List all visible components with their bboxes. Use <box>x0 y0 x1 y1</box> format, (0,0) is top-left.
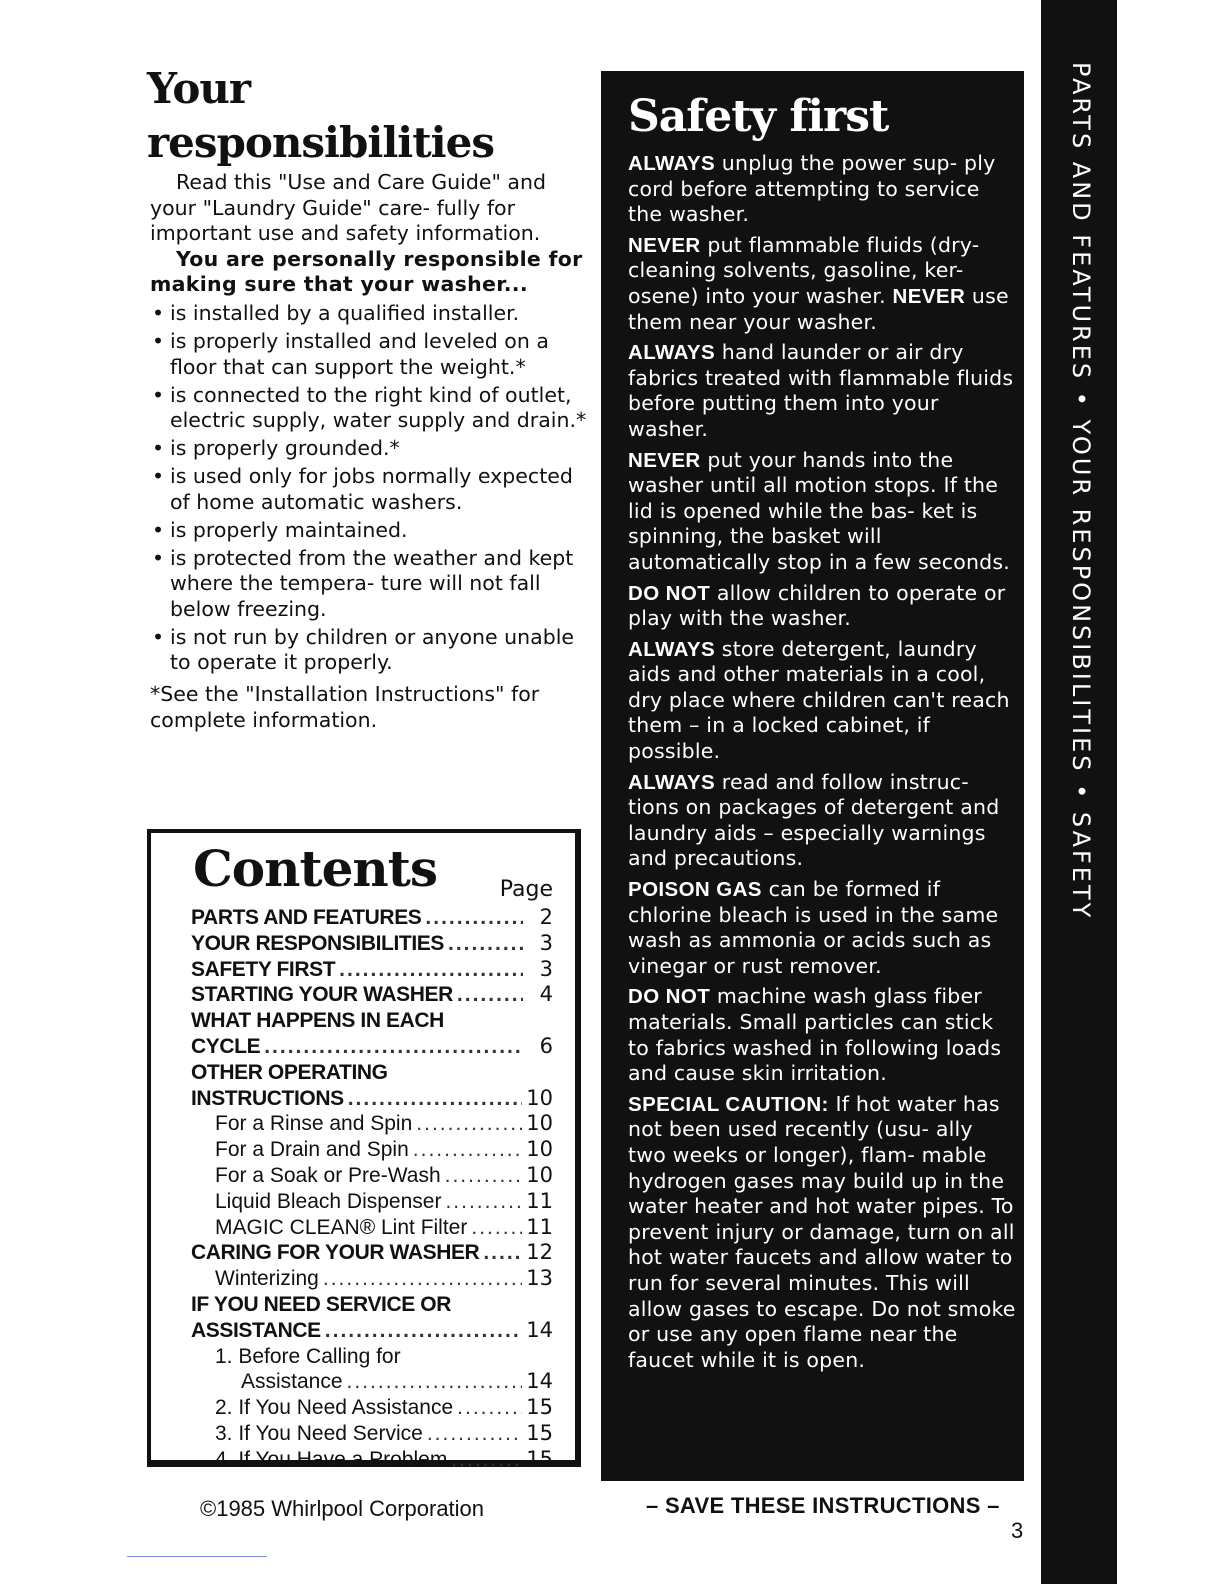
toc-row <box>191 931 553 957</box>
toc-row <box>191 1034 553 1060</box>
toc-row <box>191 1318 553 1344</box>
toc-label: CARING FOR YOUR WASHER <box>191 1241 480 1265</box>
toc-leader-dots <box>448 931 523 957</box>
toc-label: Liquid Bleach Dispenser <box>215 1189 442 1213</box>
safety-keyword: NEVER <box>628 448 701 472</box>
list-item: • is connected to the right kind of outlet, electric supply, water supply and drain.* <box>150 383 590 434</box>
toc-label: SAFETY FIRST <box>191 957 336 981</box>
safety-keyword: ALWAYS <box>628 770 716 794</box>
toc-page-number: 3 <box>539 956 553 981</box>
responsibilities-footnote: *See the "Installation Instructions" for complete information. <box>150 682 540 732</box>
safety-item <box>628 233 1016 335</box>
toc-leader-dots <box>339 957 523 983</box>
copyright-notice: ©1985 Whirlpool Corporation <box>200 1496 485 1521</box>
toc-row <box>191 1369 553 1395</box>
contents-page-label: Page <box>499 877 553 902</box>
toc-page-number: 3 <box>539 930 553 955</box>
toc-page-number: 10 <box>526 1137 553 1162</box>
toc-leader-dots <box>425 905 523 931</box>
safety-keyword: ALWAYS <box>628 341 716 365</box>
toc-label: For a Soak or Pre-Wash <box>215 1163 441 1187</box>
save-instructions-note: – SAVE THESE INSTRUCTIONS – <box>646 1493 1000 1518</box>
toc-leader-dots <box>413 1137 522 1163</box>
toc-label: Assistance <box>241 1370 343 1394</box>
safety-text: machine wash glass fiber materials. Small particles can stick to fabrics washed in following loads and cause skin irritation. <box>628 984 1002 1086</box>
toc-leader-dots <box>348 1086 523 1112</box>
toc-label: CYCLE <box>191 1034 261 1058</box>
toc-label: PARTS AND FEATURES <box>191 906 422 929</box>
list-item: • is properly installed and leveled on a floor that can support the weight.* <box>150 329 590 380</box>
list-item: • is properly grounded.* <box>150 436 590 462</box>
safety-keyword: SPECIAL CAUTION: <box>628 1092 829 1116</box>
safety-text: put flammable fluids (dry- cleaning solvents, gasoline, ker- osene) into your washer. <box>628 232 980 308</box>
safety-item <box>628 151 1016 228</box>
toc-row <box>191 1111 553 1137</box>
safety-text: unplug the power sup- ply cord before attempting to service the washer. <box>628 151 996 227</box>
toc-leader-dots <box>483 1240 522 1266</box>
safety-keyword: NEVER <box>628 233 701 257</box>
safety-item <box>628 770 1016 872</box>
safety-text: put your hands into the washer until all motion stops. If the lid is opened while the bas- ket is spinning, the basket will automatically stop in a few seconds. <box>628 447 1010 574</box>
safety-keyword: DO NOT <box>628 985 711 1009</box>
contents-title: Contents <box>193 839 438 898</box>
toc-leader-dots <box>427 1421 522 1447</box>
toc-page-number: 12 <box>526 1240 553 1265</box>
side-tab-label: PARTS AND FEATURES • YOUR RESPONSIBILITIES • SAFETY <box>1067 62 1095 921</box>
safety-list <box>628 151 1016 1373</box>
toc-label: IF YOU NEED SERVICE OR <box>191 1292 451 1316</box>
safety-item <box>628 877 1016 979</box>
section-side-tab <box>1041 0 1117 1584</box>
list-item: • is protected from the weather and kept where the tempera- ture will not fall below freezing. <box>150 546 590 623</box>
toc-row <box>191 1421 553 1447</box>
toc-page-number: 15 <box>526 1446 553 1471</box>
toc-label: For a Rinse and Spin <box>215 1112 413 1136</box>
list-item: • is properly maintained. <box>150 518 590 544</box>
safety-item <box>628 984 1016 1086</box>
responsibilities-lead: You are personally responsible for making sure that your washer... <box>150 246 583 297</box>
safety-text: read and follow instruc- tions on packages of detergent and laundry aids – especially warnings and precautions. <box>628 769 1000 871</box>
safety-item <box>628 1092 1016 1374</box>
list-item: • is not run by children or anyone unable to operate it properly. <box>150 625 590 676</box>
safety-text: store detergent, laundry aids and other materials in a cool, dry place where children can't reach them – in a locked cabinet, if possible. <box>628 636 1010 764</box>
contents-list <box>191 905 553 1473</box>
toc-row <box>191 1060 553 1086</box>
toc-page-number: 11 <box>526 1188 553 1213</box>
toc-leader-dots <box>451 1447 522 1473</box>
toc-row <box>191 1292 553 1318</box>
toc-row <box>191 1215 553 1241</box>
list-item: • is installed by a qualified installer. <box>150 301 590 327</box>
toc-leader-dots <box>457 982 523 1008</box>
toc-row <box>191 905 553 931</box>
safety-item <box>628 448 1016 576</box>
toc-label: ASSISTANCE <box>191 1318 321 1342</box>
safety-item <box>628 340 1016 442</box>
safety-text: allow children to operate or play with the washer. <box>628 580 1006 631</box>
toc-page-number: 15 <box>526 1420 553 1445</box>
list-item: • is used only for jobs normally expected of home automatic washers. <box>150 464 590 515</box>
toc-label: Winterizing <box>215 1267 319 1291</box>
toc-leader-dots <box>445 1163 523 1189</box>
safety-text: hand launder or air dry fabrics treated with flammable fluids before putting them into your washer. <box>628 340 1014 441</box>
toc-row <box>191 982 553 1008</box>
toc-row <box>191 1266 553 1292</box>
safety-keyword: NEVER <box>892 284 966 308</box>
responsibilities-intro: Read this "Use and Care Guide" and your "Laundry Guide" care- fully for important use and safety information. <box>150 170 546 246</box>
toc-leader-dots <box>457 1395 522 1421</box>
toc-label: YOUR RESPONSIBILITIES <box>191 931 444 955</box>
safety-first-panel <box>601 71 1024 1481</box>
toc-row <box>191 1137 553 1163</box>
toc-page-number: 10 <box>526 1162 553 1187</box>
toc-row <box>191 1086 553 1112</box>
toc-label: 4. If You Have a Problem <box>215 1447 448 1471</box>
toc-leader-dots <box>323 1266 522 1292</box>
responsibilities-section <box>147 62 590 733</box>
toc-label: 3. If You Need Service <box>215 1421 423 1445</box>
toc-label: OTHER OPERATING <box>191 1060 388 1084</box>
toc-label: 2. If You Need Assistance <box>215 1396 454 1420</box>
toc-page-number: 14 <box>526 1317 553 1342</box>
responsibilities-list <box>150 301 590 676</box>
toc-leader-dots <box>347 1369 523 1395</box>
toc-row <box>191 1447 553 1473</box>
safety-text: use them near your washer. <box>628 283 1009 334</box>
toc-page-number: 6 <box>539 1033 553 1058</box>
toc-label: For a Drain and Spin <box>215 1138 409 1162</box>
toc-row <box>191 957 553 983</box>
contents-header <box>191 841 553 905</box>
toc-page-number: 11 <box>526 1214 553 1239</box>
safety-keyword: DO NOT <box>628 581 711 605</box>
toc-leader-dots <box>416 1111 522 1137</box>
safety-keyword: POISON GAS <box>628 878 762 902</box>
toc-row <box>191 1344 553 1370</box>
toc-label: INSTRUCTIONS <box>191 1086 344 1110</box>
toc-row <box>191 1395 553 1421</box>
toc-leader-dots <box>325 1318 522 1344</box>
safety-title: Safety first <box>628 91 889 142</box>
toc-label: MAGIC CLEAN® Lint Filter <box>215 1215 468 1239</box>
toc-page-number: 13 <box>526 1266 553 1291</box>
toc-row <box>191 1008 553 1034</box>
safety-item <box>628 637 1016 765</box>
responsibilities-title: Your responsibilities <box>147 64 494 167</box>
toc-page-number: 4 <box>539 982 553 1007</box>
contents-box <box>147 829 581 1471</box>
safety-text: If hot water has not been used recently (usu- ally two weeks or longer), flam- mable hydrogen gases may build up in the water heater and hot water pipes. To prevent injury or damage, turn on all hot water faucets and allow water to run for several minutes. This will allow gases to escape. Do not smoke or use any open flame near the faucet while it is open. <box>628 1091 1016 1372</box>
toc-row <box>191 1163 553 1189</box>
safety-keyword: ALWAYS <box>628 152 716 175</box>
page-number: 3 <box>1011 1518 1024 1543</box>
toc-leader-dots <box>471 1215 522 1241</box>
toc-label: STARTING YOUR WASHER <box>191 983 453 1007</box>
toc-page-number: 10 <box>526 1111 553 1136</box>
toc-leader-dots <box>264 1034 523 1060</box>
divider-line <box>127 1556 267 1557</box>
toc-leader-dots <box>445 1189 522 1215</box>
safety-keyword: ALWAYS <box>628 637 716 661</box>
toc-row <box>191 1189 553 1215</box>
toc-page-number: 2 <box>539 905 553 929</box>
safety-text: can be formed if chlorine bleach is used in the same wash as ammonia or acids such as vinegar or rust remover. <box>628 877 999 978</box>
safety-item <box>628 581 1016 632</box>
toc-row <box>191 1240 553 1266</box>
toc-page-number: 14 <box>526 1369 553 1394</box>
toc-label: 1. Before Calling for <box>215 1344 401 1368</box>
toc-page-number: 15 <box>526 1395 553 1420</box>
toc-label: WHAT HAPPENS IN EACH <box>191 1009 444 1033</box>
toc-page-number: 10 <box>526 1085 553 1110</box>
